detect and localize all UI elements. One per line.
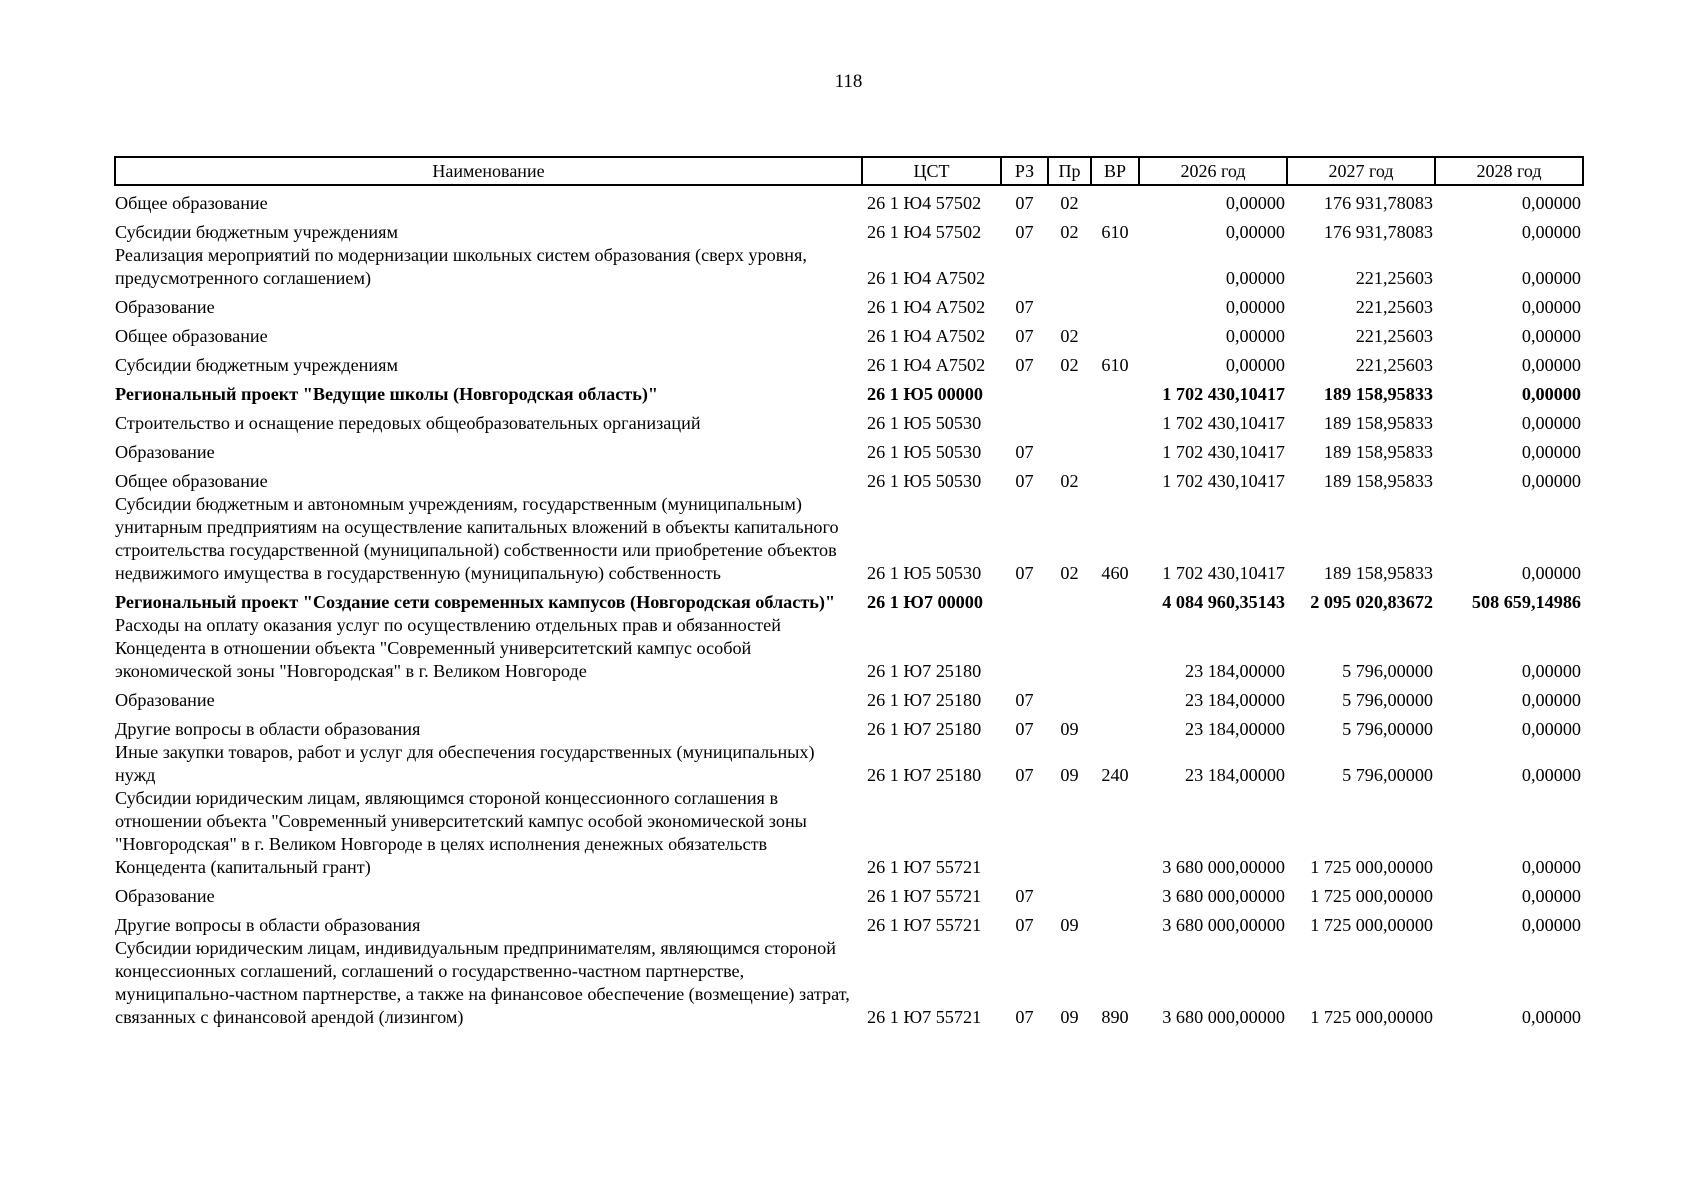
- cell-2026: 3 680 000,00000: [1162, 1007, 1285, 1027]
- cell-pr: 02: [1060, 471, 1079, 491]
- cell-cst: 26 1 Ю7 55721: [867, 1007, 982, 1027]
- cell-2026: 0,00000: [1225, 222, 1285, 242]
- cell-name: Строительство и оснащение передовых общеобразовательных организаций: [115, 413, 701, 433]
- cell-pr: 09: [1060, 915, 1079, 935]
- cell-2027: 2 095 020,83672: [1310, 592, 1433, 612]
- page-number: 118: [834, 71, 863, 92]
- cell-2026: 1 702 430,10417: [1162, 442, 1285, 462]
- table-row: [115, 348, 1583, 377]
- table-row: [115, 908, 1583, 937]
- cell-cst: 26 1 Ю7 25180: [867, 765, 982, 785]
- cell-pr: 09: [1060, 765, 1079, 785]
- cell-2027: 189 158,95833: [1323, 384, 1433, 404]
- cell-2028: 0,00000: [1521, 355, 1581, 375]
- cell-rz: [1001, 585, 1048, 614]
- cell-cst: 26 1 Ю7 25180: [867, 690, 982, 710]
- table-row-project: [115, 585, 1583, 614]
- header-2028: 2028 год: [1435, 157, 1583, 185]
- cell-vr: [1091, 908, 1139, 937]
- cell-pr: [1048, 244, 1091, 290]
- cell-name: Другие вопросы в области образования: [115, 719, 421, 739]
- cell-2027: 1 725 000,00000: [1310, 886, 1433, 906]
- table-row: [115, 787, 1583, 879]
- cell-rz: 07: [1015, 193, 1034, 213]
- cell-pr: 02: [1060, 355, 1079, 375]
- cell-vr: 240: [1101, 765, 1129, 785]
- cell-cst: 26 1 Ю7 55721: [867, 886, 982, 906]
- cell-name: Расходы на оплату оказания услуг по осуществлению отдельных прав и обязанностей Концедента в отношении объекта "Современный университетский кампус особой экономической зоны "Новгородская" в г. Великом Новгороде: [115, 615, 781, 681]
- cell-2027: 221,25603: [1355, 268, 1433, 288]
- cell-pr: 02: [1060, 222, 1079, 242]
- cell-2028: 0,00000: [1521, 915, 1581, 935]
- cell-cst: 26 1 Ю7 00000: [867, 592, 983, 612]
- cell-pr: [1048, 406, 1091, 435]
- cell-2026: 0,00000: [1225, 355, 1285, 375]
- cell-2028: 0,00000: [1521, 765, 1581, 785]
- cell-2027: 5 796,00000: [1342, 661, 1433, 681]
- budget-table: [114, 156, 1584, 1029]
- cell-rz: 07: [1015, 915, 1034, 935]
- cell-2026: 23 184,00000: [1184, 765, 1285, 785]
- cell-2026: 0,00000: [1225, 326, 1285, 346]
- cell-name: Образование: [115, 886, 215, 906]
- cell-2028: 0,00000: [1521, 886, 1581, 906]
- cell-2028: 0,00000: [1521, 442, 1581, 462]
- cell-name: Субсидии юридическим лицам, являющимся стороной концессионного соглашения в отношении объекта "Современный университетский кампус особой экономической зоны "Новгородская" в г. Великом Новгороде в целях исполнения денежных обязательств Концедента (капитальный грант): [115, 788, 807, 877]
- cell-2028: 0,00000: [1521, 268, 1581, 288]
- table-row: [115, 290, 1583, 319]
- cell-2028: 0,00000: [1521, 222, 1581, 242]
- cell-vr: [1091, 377, 1139, 406]
- cell-vr: [1091, 435, 1139, 464]
- cell-cst: 26 1 Ю4 А7502: [867, 268, 986, 288]
- cell-name: Образование: [115, 442, 215, 462]
- cell-rz: 07: [1015, 471, 1034, 491]
- header-rz: РЗ: [1001, 157, 1048, 185]
- cell-vr: [1091, 712, 1139, 741]
- cell-name: Субсидии бюджетным и автономным учреждениям, государственным (муниципальным) унитарным предприятиям на осуществление капитальных вложений в объекты капитального строительства государственной (муниципальной) собственности или приобретение объектов недвижимого имущества в государственную (муниципальную) собственность: [115, 494, 839, 583]
- cell-name: Образование: [115, 690, 215, 710]
- cell-2026: 3 680 000,00000: [1162, 915, 1285, 935]
- cell-2027: 5 796,00000: [1342, 719, 1433, 739]
- cell-pr: [1048, 879, 1091, 908]
- cell-2027: 1 725 000,00000: [1310, 915, 1433, 935]
- cell-pr: [1048, 787, 1091, 879]
- cell-2026: 0,00000: [1225, 268, 1285, 288]
- header-name: Наименование: [115, 157, 862, 185]
- cell-2027: 189 158,95833: [1323, 563, 1433, 583]
- cell-rz: 07: [1015, 222, 1034, 242]
- cell-2027: 1 725 000,00000: [1310, 1007, 1433, 1027]
- cell-cst: 26 1 Ю4 А7502: [867, 297, 986, 317]
- cell-name: Другие вопросы в области образования: [115, 915, 421, 935]
- cell-2028: 0,00000: [1521, 384, 1581, 404]
- cell-cst: 26 1 Ю4 А7502: [867, 355, 986, 375]
- cell-cst: 26 1 Ю7 25180: [867, 661, 982, 681]
- cell-2028: 508 659,14986: [1471, 592, 1581, 612]
- cell-cst: 26 1 Ю4 57502: [867, 222, 982, 242]
- cell-2027: 221,25603: [1355, 297, 1433, 317]
- cell-2027: 189 158,95833: [1323, 442, 1433, 462]
- cell-name: Субсидии бюджетным учреждениям: [115, 222, 399, 242]
- cell-name: Образование: [115, 297, 215, 317]
- cell-vr: 890: [1101, 1007, 1129, 1027]
- table-header: [115, 157, 1583, 185]
- cell-cst: 26 1 Ю4 57502: [867, 193, 982, 213]
- cell-2028: 0,00000: [1521, 326, 1581, 346]
- cell-name: Реализация мероприятий по модернизации школьных систем образования (сверх уровня, предусмотренного соглашением): [115, 245, 807, 288]
- cell-rz: [1001, 377, 1048, 406]
- cell-2026: 1 702 430,10417: [1162, 563, 1285, 583]
- table-row: [115, 879, 1583, 908]
- table-row: [115, 937, 1583, 1029]
- cell-2026: 4 084 960,35143: [1162, 592, 1285, 612]
- cell-rz: [1001, 406, 1048, 435]
- cell-pr: [1048, 683, 1091, 712]
- cell-vr: 610: [1101, 222, 1129, 242]
- cell-2028: 0,00000: [1521, 563, 1581, 583]
- cell-vr: [1091, 185, 1139, 215]
- cell-rz: 07: [1015, 297, 1034, 317]
- table-row: [115, 712, 1583, 741]
- table-row: [115, 435, 1583, 464]
- table-row-project: [115, 377, 1583, 406]
- cell-cst: 26 1 Ю5 50530: [867, 442, 982, 462]
- cell-2026: 23 184,00000: [1184, 719, 1285, 739]
- cell-rz: 07: [1015, 563, 1034, 583]
- cell-vr: [1091, 319, 1139, 348]
- table-row: [115, 614, 1583, 683]
- cell-2026: 23 184,00000: [1184, 661, 1285, 681]
- cell-rz: [1001, 787, 1048, 879]
- cell-cst: 26 1 Ю4 А7502: [867, 326, 986, 346]
- cell-rz: 07: [1015, 886, 1034, 906]
- cell-vr: [1091, 787, 1139, 879]
- cell-pr: [1048, 377, 1091, 406]
- cell-pr: 02: [1060, 563, 1079, 583]
- table-row: [115, 319, 1583, 348]
- cell-rz: [1001, 244, 1048, 290]
- cell-2027: 221,25603: [1355, 355, 1433, 375]
- table-row: [115, 683, 1583, 712]
- cell-rz: [1001, 614, 1048, 683]
- cell-2028: 0,00000: [1521, 193, 1581, 213]
- cell-2026: 1 702 430,10417: [1162, 413, 1285, 433]
- cell-pr: 09: [1060, 719, 1079, 739]
- cell-2027: 1 725 000,00000: [1310, 857, 1433, 877]
- cell-pr: [1048, 290, 1091, 319]
- cell-pr: 09: [1060, 1007, 1079, 1027]
- cell-rz: 07: [1015, 355, 1034, 375]
- cell-2027: 221,25603: [1355, 326, 1433, 346]
- cell-pr: 02: [1060, 326, 1079, 346]
- cell-2027: 176 931,78083: [1323, 193, 1433, 213]
- cell-2028: 0,00000: [1521, 690, 1581, 710]
- cell-2026: 1 702 430,10417: [1162, 471, 1285, 491]
- cell-2028: 0,00000: [1521, 471, 1581, 491]
- cell-2026: 0,00000: [1225, 297, 1285, 317]
- cell-pr: [1048, 614, 1091, 683]
- cell-name: Региональный проект "Ведущие школы (Новгородская область)": [115, 384, 658, 404]
- cell-name: Иные закупки товаров, работ и услуг для обеспечения государственных (муниципальных) нужд: [115, 742, 815, 785]
- cell-name: Субсидии юридическим лицам, индивидуальным предпринимателям, являющимся стороной концессионных соглашений, соглашений о государственно-частном партнерстве, муниципально-частном партнерстве, а также на финансовое обеспечение (возмещение) затрат, связанных с финансовой арендой (лизингом): [115, 938, 850, 1027]
- cell-2028: 0,00000: [1521, 719, 1581, 739]
- cell-2028: 0,00000: [1521, 1007, 1581, 1027]
- cell-name: Общее образование: [115, 471, 268, 491]
- cell-vr: [1091, 683, 1139, 712]
- cell-pr: [1048, 585, 1091, 614]
- table-row: [115, 464, 1583, 493]
- cell-rz: 07: [1015, 1007, 1034, 1027]
- cell-pr: 02: [1060, 193, 1079, 213]
- cell-vr: 610: [1101, 355, 1129, 375]
- cell-name: Субсидии бюджетным учреждениям: [115, 355, 399, 375]
- table-body: [115, 185, 1583, 1029]
- cell-cst: 26 1 Ю5 50530: [867, 563, 982, 583]
- cell-name: Общее образование: [115, 326, 268, 346]
- cell-2026: 1 702 430,10417: [1162, 384, 1285, 404]
- cell-rz: 07: [1015, 765, 1034, 785]
- cell-2026: 3 680 000,00000: [1162, 857, 1285, 877]
- cell-rz: 07: [1015, 326, 1034, 346]
- header-2026: 2026 год: [1139, 157, 1287, 185]
- cell-2028: 0,00000: [1521, 661, 1581, 681]
- cell-2027: 189 158,95833: [1323, 471, 1433, 491]
- cell-2027: 5 796,00000: [1342, 765, 1433, 785]
- cell-pr: [1048, 435, 1091, 464]
- cell-vr: [1091, 406, 1139, 435]
- cell-2026: 23 184,00000: [1184, 690, 1285, 710]
- cell-vr: [1091, 244, 1139, 290]
- header-cst: ЦСТ: [862, 157, 1001, 185]
- cell-cst: 26 1 Ю7 25180: [867, 719, 982, 739]
- cell-rz: 07: [1015, 690, 1034, 710]
- table-row: [115, 244, 1583, 290]
- cell-cst: 26 1 Ю7 55721: [867, 857, 982, 877]
- cell-vr: [1091, 614, 1139, 683]
- cell-cst: 26 1 Ю5 00000: [867, 384, 983, 404]
- cell-vr: 460: [1101, 563, 1129, 583]
- cell-name: Общее образование: [115, 193, 268, 213]
- cell-rz: 07: [1015, 442, 1034, 462]
- cell-cst: 26 1 Ю7 55721: [867, 915, 982, 935]
- table-row: [115, 185, 1583, 215]
- table-row: [115, 493, 1583, 585]
- cell-2028: 0,00000: [1521, 297, 1581, 317]
- table-row: [115, 406, 1583, 435]
- cell-vr: [1091, 879, 1139, 908]
- header-vr: ВР: [1091, 157, 1139, 185]
- cell-2027: 176 931,78083: [1323, 222, 1433, 242]
- cell-name: Региональный проект "Создание сети современных кампусов (Новгородская область)": [115, 592, 836, 612]
- cell-2028: 0,00000: [1521, 413, 1581, 433]
- cell-vr: [1091, 585, 1139, 614]
- cell-cst: 26 1 Ю5 50530: [867, 471, 982, 491]
- cell-2028: 0,00000: [1521, 857, 1581, 877]
- cell-vr: [1091, 464, 1139, 493]
- cell-2027: 5 796,00000: [1342, 690, 1433, 710]
- table-row: [115, 215, 1583, 244]
- cell-2027: 189 158,95833: [1323, 413, 1433, 433]
- cell-2026: 3 680 000,00000: [1162, 886, 1285, 906]
- cell-vr: [1091, 290, 1139, 319]
- table-row: [115, 741, 1583, 787]
- header-pr: Пр: [1048, 157, 1091, 185]
- header-2027: 2027 год: [1287, 157, 1435, 185]
- cell-cst: 26 1 Ю5 50530: [867, 413, 982, 433]
- cell-rz: 07: [1015, 719, 1034, 739]
- cell-2026: 0,00000: [1225, 193, 1285, 213]
